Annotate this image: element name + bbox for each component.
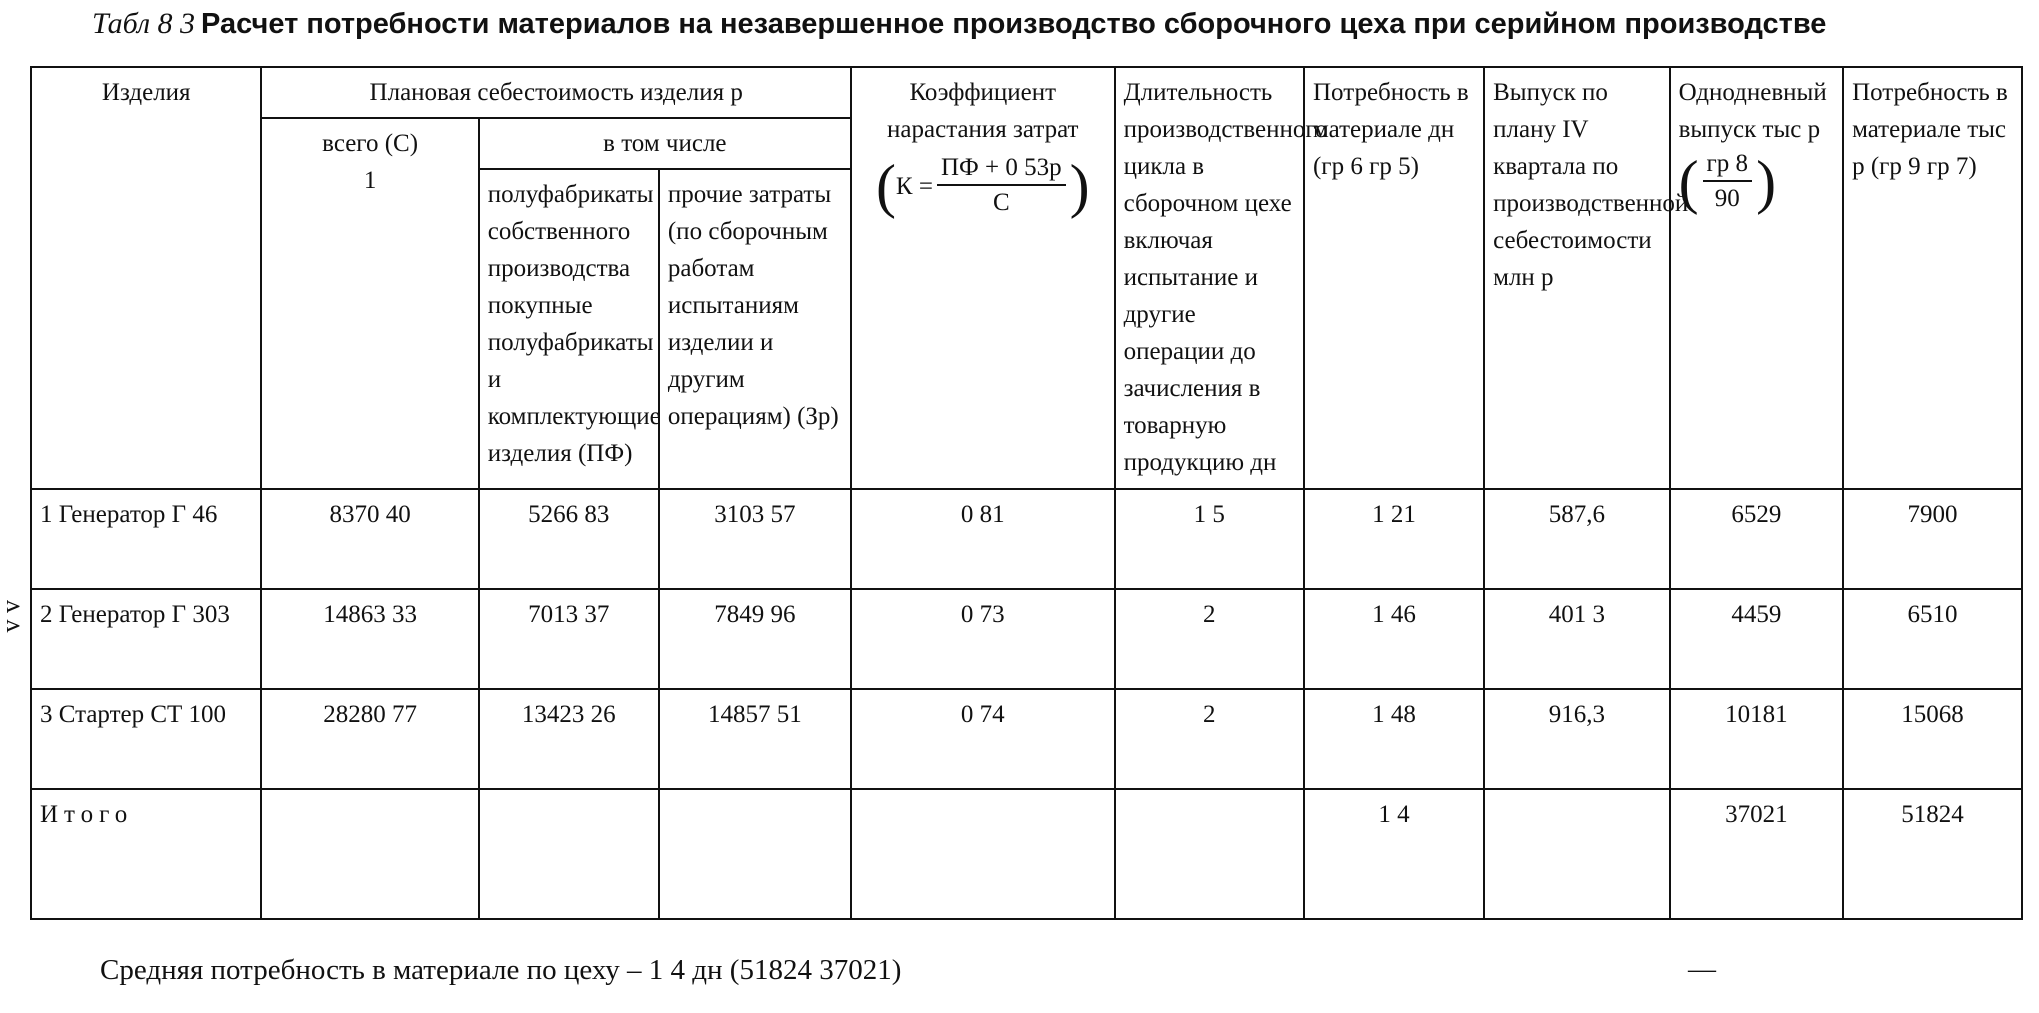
- coef-formula-num: ПФ + 0 53р: [937, 152, 1066, 186]
- cell-need-days: 1 21: [1304, 489, 1484, 589]
- cell-other: 7849 96: [659, 589, 851, 689]
- daily-formula: ( $\frac{гр 8}{90}$ ): [1678, 149, 1777, 215]
- cell-coef: 0 74: [851, 689, 1115, 789]
- cell-other: 14857 51: [659, 689, 851, 789]
- cell-daily-output: 6529: [1670, 489, 1844, 589]
- cell-need-days: 1 46: [1304, 589, 1484, 689]
- coef-formula-den: С: [992, 189, 1010, 216]
- total-daily-output: 37021: [1670, 789, 1844, 919]
- cell-need-material: 7900: [1843, 489, 2022, 589]
- cell-output-plan: 401 3: [1484, 589, 1669, 689]
- footer-note: Средняя потребность в материале по цеху – 1 4 дн (51824 37021): [100, 954, 902, 986]
- margin-mark: ʌ ʌ: [1, 600, 30, 633]
- header-total-colnum: 1: [363, 167, 377, 194]
- cell-daily-output: 10181: [1670, 689, 1844, 789]
- cell-semi: 5266 83: [479, 489, 659, 589]
- coef-formula: ( К = $\frac{ПФ + 0 53р}{С}$ ): [875, 153, 1090, 219]
- header-coef-label: Коэффициент нарастания затрат: [887, 79, 1079, 143]
- header-daily-output-label: Однодневный выпуск тыс р: [1678, 79, 1827, 143]
- daily-formula-num: гр 8: [1703, 148, 1753, 182]
- header-products: Изделия: [31, 67, 261, 489]
- header-output-plan: Выпуск по плану IV квартала по производственной себестоимости млн р: [1484, 67, 1669, 489]
- cell-semi: 13423 26: [479, 689, 659, 789]
- table-title: [92, 4, 1826, 44]
- header-coef: [851, 67, 1115, 489]
- header-other: прочие затраты (по сборочным работам испытаниям изделии и другим операциям) (Зр): [659, 169, 851, 489]
- cell-duration: 2: [1115, 689, 1304, 789]
- header-cost-group: Плановая себестоимость изделия р: [261, 67, 850, 118]
- coef-formula-lhs: К =: [895, 172, 933, 200]
- row-name: 3 Стартер СТ 100: [31, 689, 261, 789]
- materials-table: [30, 66, 2023, 920]
- cell-coef: 0 81: [851, 489, 1115, 589]
- header-total-label: всего (С): [322, 130, 419, 157]
- cell-total: 8370 40: [261, 489, 478, 589]
- total-label: Итого: [31, 789, 261, 919]
- cell-need-material: 6510: [1843, 589, 2022, 689]
- header-including: в том числе: [479, 118, 851, 169]
- header-duration: Длительность производственного цикла в сборочном цехе включая испытание и другие операции до зачисления в товарную продукцию дн: [1115, 67, 1304, 489]
- cell-daily-output: 4459: [1670, 589, 1844, 689]
- cell-other: 3103 57: [659, 489, 851, 589]
- cell-semi: 7013 37: [479, 589, 659, 689]
- row-name: 2 Генератор Г 303: [31, 589, 261, 689]
- cell-total: 28280 77: [261, 689, 478, 789]
- table-caption: Расчет потребности материалов на незавершенное производство сборочного цеха при серийном производстве: [201, 8, 1827, 40]
- cell-need-days: 1 48: [1304, 689, 1484, 789]
- header-daily-output: [1670, 67, 1844, 489]
- table-row: [31, 689, 2022, 789]
- table-row: [31, 489, 2022, 589]
- table-row: [31, 589, 2022, 689]
- cell-duration: 1 5: [1115, 489, 1304, 589]
- cell-output-plan: 587,6: [1484, 489, 1669, 589]
- cell-total: 14863 33: [261, 589, 478, 689]
- total-row: [31, 789, 2022, 919]
- total-need-days: 1 4: [1304, 789, 1484, 919]
- cell-coef: 0 73: [851, 589, 1115, 689]
- header-total: [261, 118, 478, 489]
- daily-formula-den: 90: [1714, 185, 1740, 212]
- table-number: Табл 8 3: [92, 7, 196, 40]
- header-semi: полуфабрикаты собственного производства покупные полуфабрикаты и комплектующие изделия (ПФ): [479, 169, 659, 489]
- total-need-material: 51824: [1843, 789, 2022, 919]
- cell-need-material: 15068: [1843, 689, 2022, 789]
- header-need-days: Потребность в материале дн (гр 6 гр 5): [1304, 67, 1484, 489]
- header-need-material: Потребность в материале тыс р (гр 9 гр 7): [1843, 67, 2022, 489]
- row-name: 1 Генератор Г 46: [31, 489, 261, 589]
- corner-mark: —: [1688, 954, 1716, 985]
- cell-duration: 2: [1115, 589, 1304, 689]
- cell-output-plan: 916,3: [1484, 689, 1669, 789]
